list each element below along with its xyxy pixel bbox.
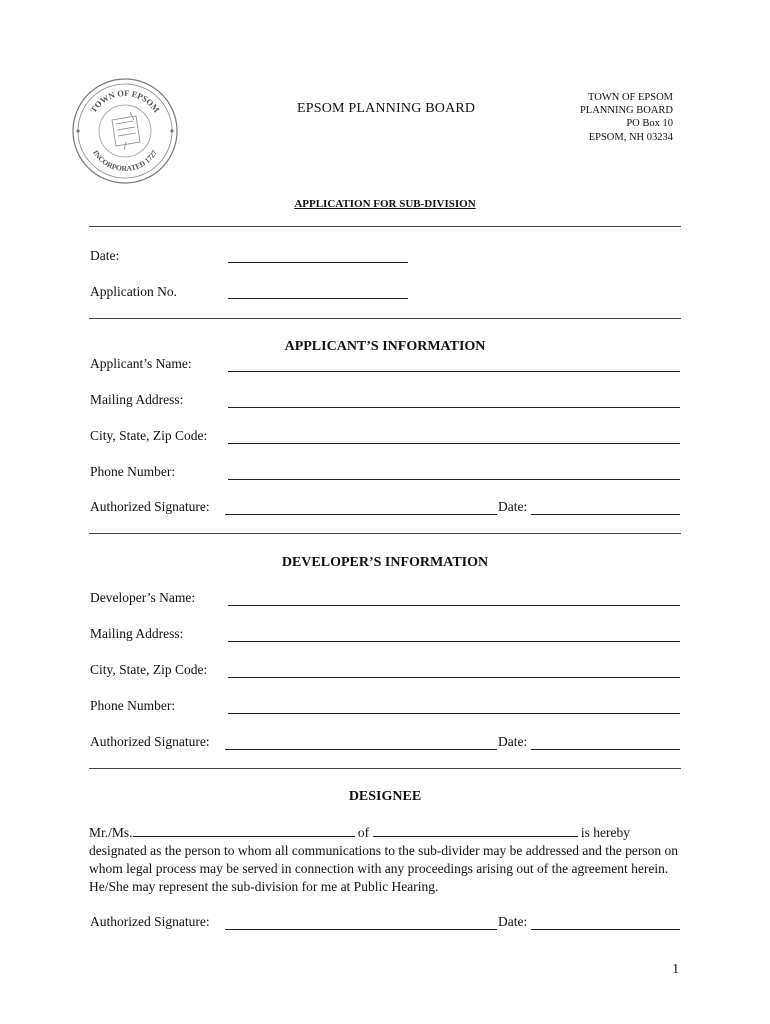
developer-mailing-field[interactable] (228, 641, 680, 642)
applicant-date-label: Date: (498, 499, 528, 514)
applicant-mailing-label: Mailing Address: (90, 392, 184, 407)
applicant-phone-field[interactable] (228, 479, 680, 480)
applicant-name-label: Applicant’s Name: (90, 356, 192, 371)
date-field[interactable] (228, 262, 408, 263)
application-no-field[interactable] (228, 298, 408, 299)
applicant-city-label: City, State, Zip Code: (90, 428, 208, 443)
divider (89, 533, 681, 534)
town-seal-logo (70, 76, 180, 186)
developer-section-heading: DEVELOPER’S INFORMATION (281, 555, 489, 570)
svg-text:INCORPORATED 1727 (91, 148, 159, 173)
developer-date-label: Date: (498, 734, 528, 749)
address-line: PO Box 10 (626, 118, 673, 130)
address-line: EPSOM, NH 03234 (588, 131, 673, 143)
designee-body-text: designated as the person to whom all communications to the sub-divider may be addressed and the person on whom legal process may be served in connection with any proceedings arising out of the agreement herein. He/She may represent the sub-division for me at Public Hearing. (89, 843, 678, 894)
page-number: 1 (672, 961, 679, 976)
developer-signature-label: Authorized Signature: (90, 734, 210, 749)
divider (89, 768, 681, 769)
developer-date-field[interactable] (531, 749, 680, 750)
designee-date-label: Date: (498, 914, 528, 929)
developer-phone-field[interactable] (228, 713, 680, 714)
applicant-section-heading: APPLICANT’S INFORMATION (284, 339, 486, 354)
address-line: TOWN OF EPSOM (588, 92, 673, 103)
header-title: EPSOM PLANNING BOARD (297, 101, 476, 116)
divider (89, 318, 681, 319)
application-no-label: Application No. (90, 284, 177, 299)
seal-top-text: TOWN OF EPSOM (88, 87, 162, 115)
developer-mailing-label: Mailing Address: (90, 626, 184, 641)
date-label: Date: (90, 248, 120, 263)
designee-first-line (89, 824, 685, 842)
designee-of: of (357, 825, 370, 840)
seal-graphic (70, 76, 180, 186)
seal-bottom-text: INCORPORATED 1727 (91, 148, 159, 174)
developer-phone-label: Phone Number: (90, 698, 176, 713)
developer-signature-field[interactable] (225, 749, 497, 750)
designee-signature-label: Authorized Signature: (90, 914, 210, 929)
applicant-mailing-field[interactable] (228, 407, 680, 408)
applicant-signature-label: Authorized Signature: (90, 499, 210, 514)
designee-section-heading: DESIGNEE (348, 789, 422, 804)
designee-name-field[interactable] (133, 824, 355, 837)
divider (89, 226, 681, 227)
developer-city-label: City, State, Zip Code: (90, 662, 208, 677)
applicant-name-field[interactable] (228, 371, 680, 372)
address-line: PLANNING BOARD (579, 105, 673, 117)
designee-date-field[interactable] (531, 929, 680, 930)
applicant-city-field[interactable] (228, 443, 680, 444)
designee-prefix: Mr./Ms. (89, 825, 133, 840)
developer-name-field[interactable] (228, 605, 680, 606)
applicant-phone-label: Phone Number: (90, 464, 176, 479)
applicant-signature-field[interactable] (225, 514, 497, 515)
designee-organization-field[interactable] (373, 824, 578, 837)
applicant-date-field[interactable] (531, 514, 680, 515)
form-title: APPLICATION FOR SUB-DIVISION (294, 198, 476, 210)
designee-statement (89, 824, 685, 896)
developer-city-field[interactable] (228, 677, 680, 678)
designee-is-hereby: is hereby (580, 825, 630, 840)
designee-signature-field[interactable] (225, 929, 497, 930)
mailing-address-block (580, 91, 673, 144)
developer-name-label: Developer’s Name: (90, 590, 196, 605)
